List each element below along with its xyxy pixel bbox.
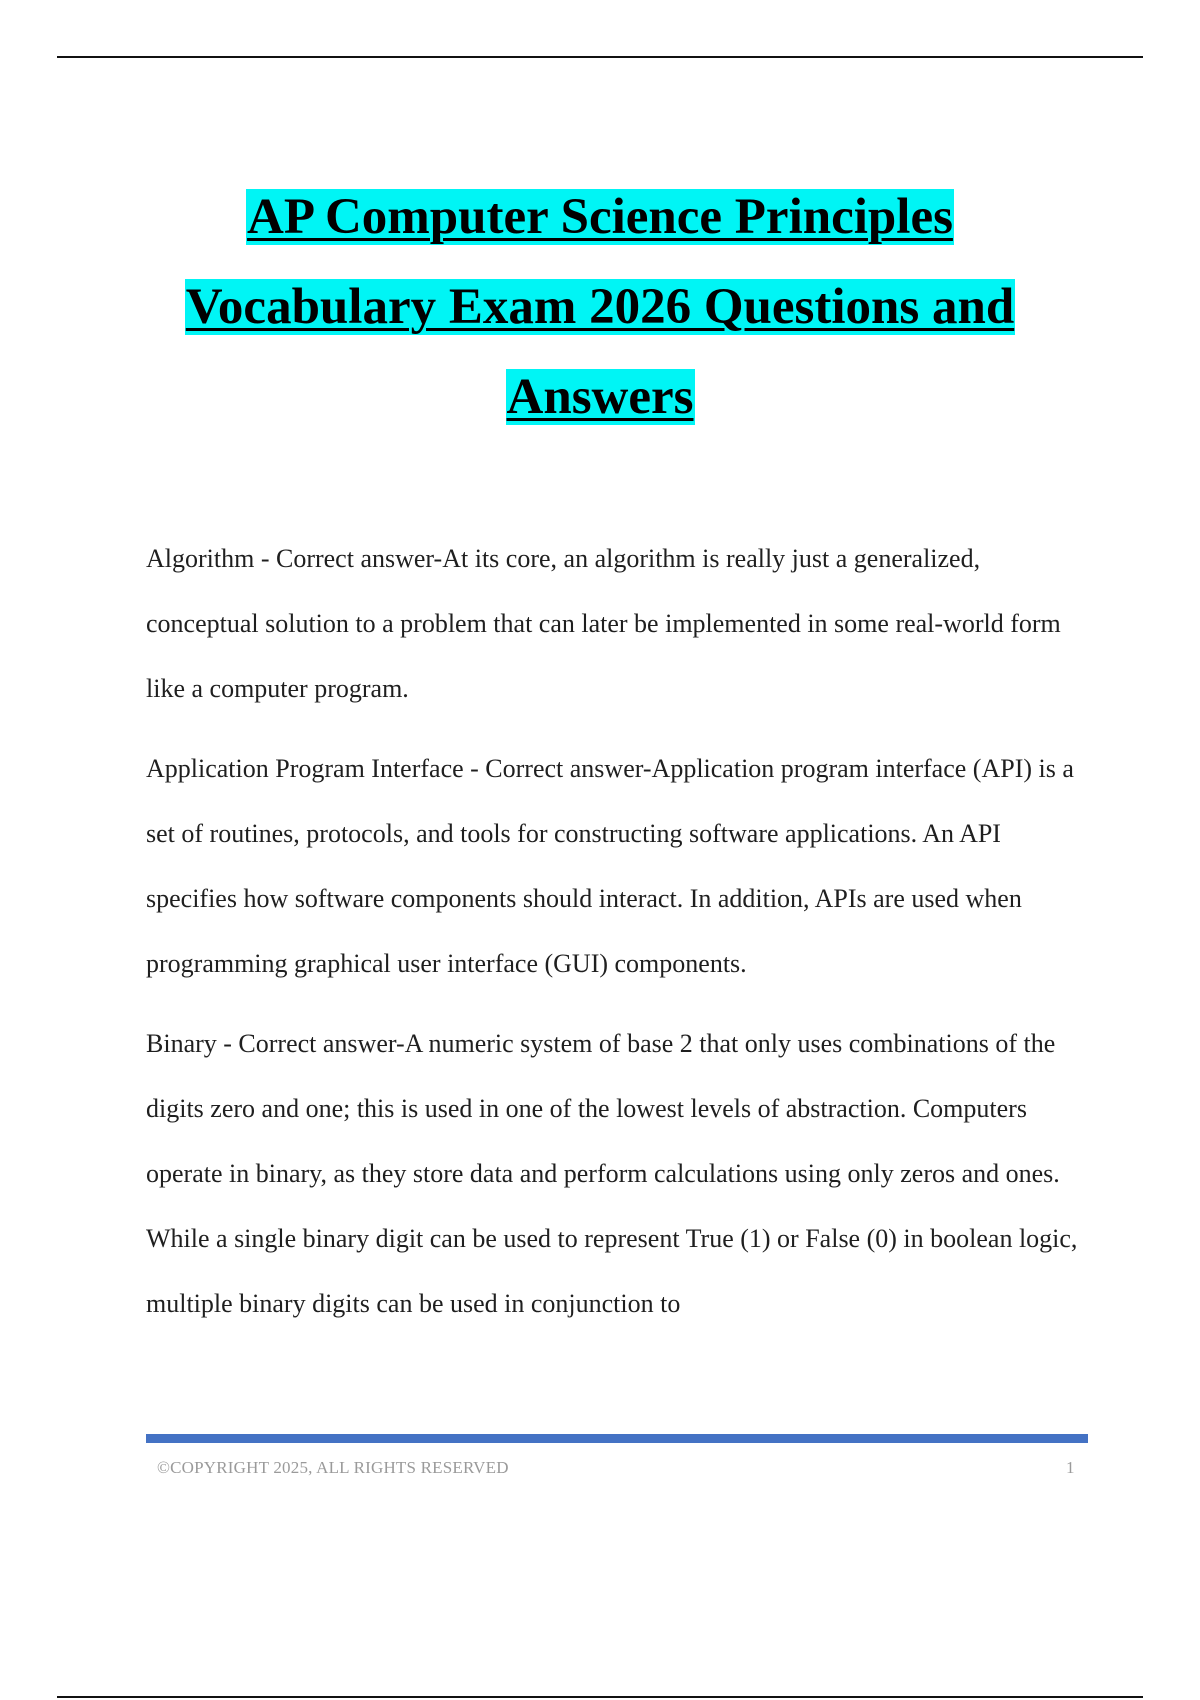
title-line-3 xyxy=(0,352,1200,442)
footer-bar xyxy=(146,1434,1088,1443)
page-number: 1 xyxy=(1066,1458,1075,1477)
title-line-1 xyxy=(0,172,1200,262)
footer-copyright: ©COPYRIGHT 2025, ALL RIGHTS RESERVED xyxy=(157,1458,509,1477)
bottom-rule xyxy=(57,1696,1143,1698)
entry-binary: Binary - Correct answer-A numeric system of base 2 that only uses combinations of the digits zero and one; this is used in one of the lowest levels of abstraction. Computers operate in binary, as they store data and perform calculations using only zeros and ones. While a single binary digit can be used to represent True (1) or False (0) in boolean logic, multiple binary digits can be used in conjunction to xyxy=(146,1029,1078,1318)
title-line-3-text: Answers xyxy=(506,369,694,425)
title-line-1-text: AP Computer Science Principles xyxy=(247,189,953,245)
top-rule xyxy=(57,56,1143,58)
document-title xyxy=(0,172,1200,442)
title-line-2 xyxy=(0,262,1200,352)
title-line-2-text: Vocabulary Exam 2026 Questions and xyxy=(185,279,1015,335)
entry-api: Application Program Interface - Correct answer-Application program interface (API) is a set of routines, protocols, and tools for constructing software applications. An API specifies how software components should interact. In addition, APIs are used when programming graphical user interface (GUI) components. xyxy=(146,754,1074,978)
document-body xyxy=(146,526,1096,1351)
entry-algorithm: Algorithm - Correct answer-At its core, an algorithm is really just a generalized, conceptual solution to a problem that can later be implemented in some real-world form like a computer program. xyxy=(146,544,1061,703)
